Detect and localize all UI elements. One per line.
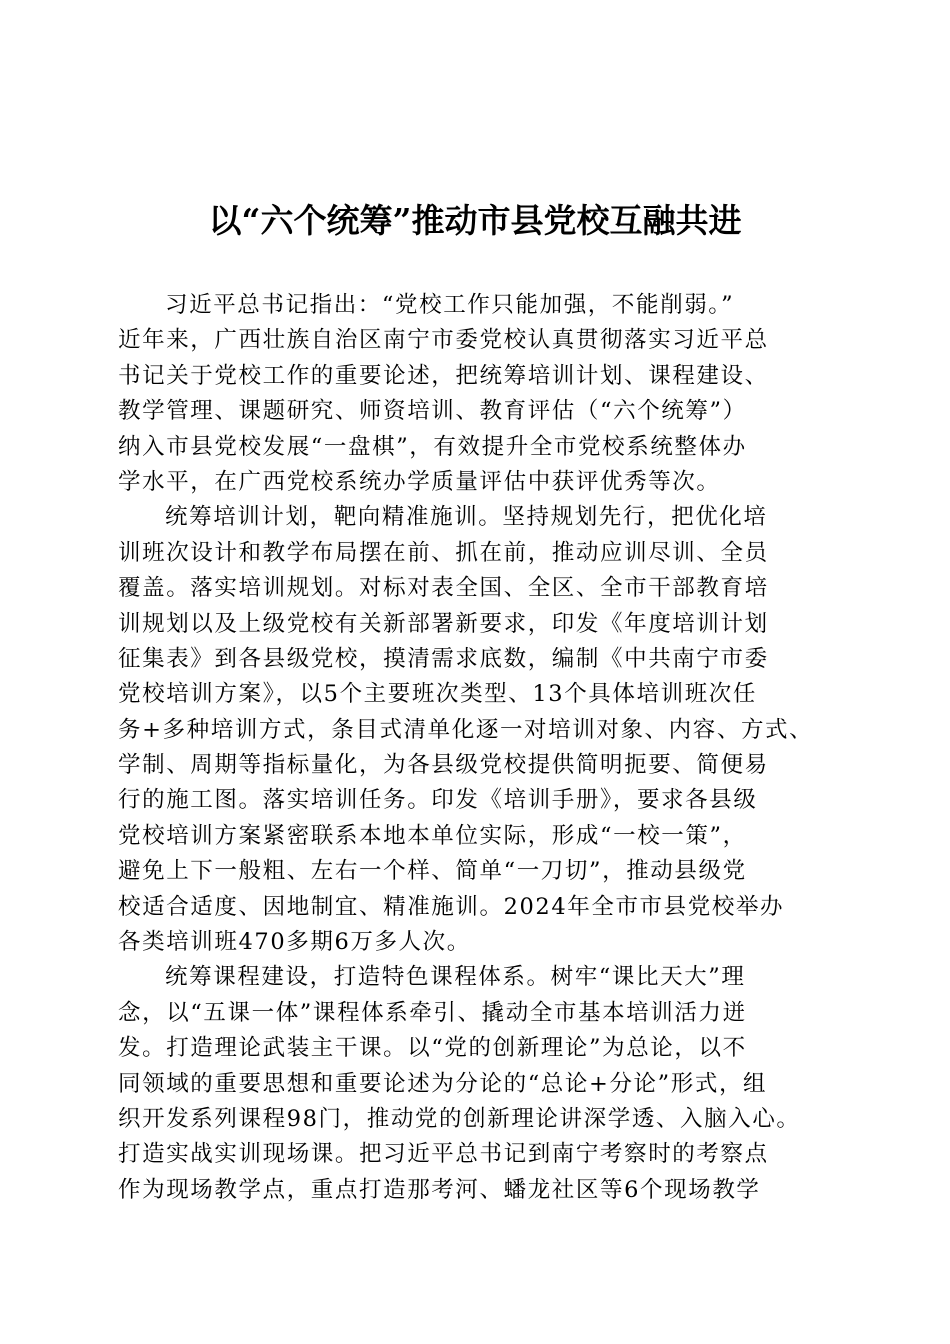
document-title: 以“六个统筹”推动市县党校互融共进: [208, 201, 742, 240]
paragraph-line: 打造实战实训现场课。把习近平总书记到南宁考察时的考察点: [118, 1141, 769, 1168]
paragraph-line: 党校培训方案》，以5个主要班次类型、13个具体培训班次任: [118, 681, 757, 708]
paragraph-line: 各类培训班470多期6万多人次。: [118, 929, 471, 956]
paragraph-line: 学制、周期等指标量化，为各县级党校提供简明扼要、简便易: [118, 752, 769, 779]
paragraph-line: 教学管理、课题研究、师资培训、教育评估（“六个统筹”）: [118, 398, 747, 425]
paragraph-line: 书记关于党校工作的重要论述，把统筹培训计划、课程建设、: [118, 362, 769, 389]
paragraph-line: 征集表》到各县级党校，摸清需求底数，编制《中共南宁市委: [118, 645, 769, 672]
paragraph-line: 覆盖。落实培训规划。对标对表全国、全区、全市干部教育培: [118, 575, 769, 602]
paragraph-line: 行的施工图。落实培训任务。印发《培训手册》，要求各县级: [118, 787, 758, 814]
document-body: [118, 288, 828, 1208]
paragraph-line: 织开发系列课程98门，推动党的创新理论讲深学透、入脑入心。: [118, 1105, 801, 1132]
paragraph-first-line: 统筹课程建设，打造特色课程体系。树牢“课比天大”理: [165, 964, 746, 991]
paragraph-line: 训规划以及上级党校有关新部署新要求，印发《年度培训计划: [118, 610, 769, 637]
paragraph-line: 近年来，广西壮族自治区南宁市委党校认真贯彻落实习近平总: [118, 327, 769, 354]
paragraph-line: 同领域的重要思想和重要论述为分论的“总论+分论”形式，组: [118, 1070, 768, 1097]
paragraph-line: 发。打造理论武装主干课。以“党的创新理论”为总论，以不: [118, 1035, 747, 1062]
paragraph-line: 党校培训方案紧密联系本地本单位实际，形成“一校一策”，: [118, 822, 747, 849]
paragraph-line: 学水平，在广西党校系统办学质量评估中获评优秀等次。: [118, 468, 721, 495]
paragraph-first-line: 统筹培训计划，靶向精准施训。坚持规划先行，把优化培: [165, 504, 768, 531]
paragraph-line: 念，以“五课一体”课程体系牵引、撬动全市基本培训活力迸: [118, 999, 747, 1026]
paragraph-line: 务+多种培训方式，条目式清单化逐一对培训对象、内容、方式、: [118, 716, 814, 743]
paragraph-line: 作为现场教学点，重点打造那考河、蟠龙社区等6个现场教学: [118, 1176, 761, 1203]
paragraph-line: 校适合适度、因地制宜、精准施训。2024年全市市县党校举办: [118, 893, 785, 920]
paragraph-line: 训班次设计和教学布局摆在前、抓在前，推动应训尽训、全员: [118, 539, 769, 566]
paragraph-line: 避免上下一般粗、左右一个样、简单“一刀切”，推动县级党: [118, 858, 747, 885]
paragraph-line: 纳入市县党校发展“一盘棋”，有效提升全市党校系统整体办: [118, 433, 747, 460]
paragraph-first-line: 习近平总书记指出：“党校工作只能加强，不能削弱。”: [165, 292, 735, 318]
